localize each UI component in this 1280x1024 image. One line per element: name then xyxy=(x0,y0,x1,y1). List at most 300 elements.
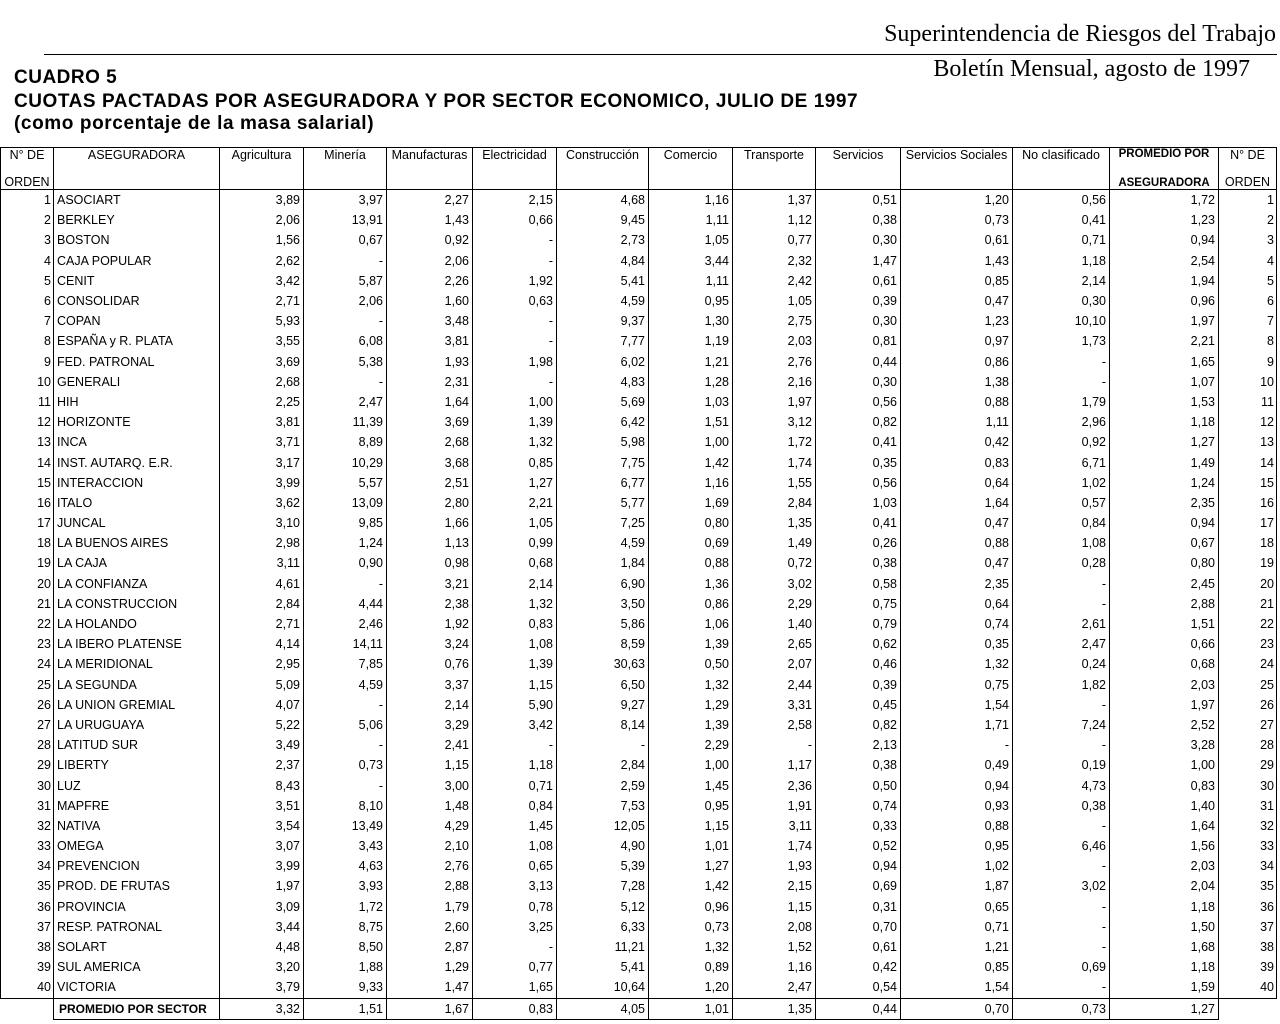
row-orden: 35 xyxy=(1,876,54,896)
row-value: 3,31 xyxy=(733,695,816,715)
row-value: 1,11 xyxy=(649,210,733,230)
row-promedio: 1,97 xyxy=(1110,311,1219,331)
row-value: 0,66 xyxy=(473,210,557,230)
row-value: 1,37 xyxy=(733,190,816,211)
row-value: 5,90 xyxy=(473,695,557,715)
row-promedio: 1,94 xyxy=(1110,271,1219,291)
row-value: - xyxy=(1013,977,1110,998)
row-value: 3,25 xyxy=(473,917,557,937)
row-orden: 3 xyxy=(1,230,54,250)
row-value: 2,47 xyxy=(304,392,387,412)
row-value: 0,69 xyxy=(816,876,901,896)
row-promedio: 1,23 xyxy=(1110,210,1219,230)
row-value: 1,42 xyxy=(649,876,733,896)
table-row xyxy=(1,372,1277,392)
row-aseguradora: ASOCIART xyxy=(54,190,220,211)
row-aseguradora: COPAN xyxy=(54,311,220,331)
row-value: 3,43 xyxy=(304,836,387,856)
row-value: 2,76 xyxy=(387,856,473,876)
row-value: 1,16 xyxy=(649,473,733,493)
row-value: 5,98 xyxy=(557,432,649,452)
header-orden-right-line2: ORDEN xyxy=(1219,168,1277,190)
sector-average-label: PROMEDIO POR SECTOR xyxy=(54,998,220,1019)
table-row xyxy=(1,836,1277,856)
row-orden-right: 28 xyxy=(1219,735,1277,755)
table-row xyxy=(1,311,1277,331)
table-row xyxy=(1,452,1277,472)
row-orden: 19 xyxy=(1,553,54,573)
row-value: 3,17 xyxy=(220,452,304,472)
row-value: 0,77 xyxy=(733,230,816,250)
row-value: 0,35 xyxy=(816,452,901,472)
row-value: 0,30 xyxy=(1013,291,1110,311)
table-row xyxy=(1,331,1277,351)
row-value: 3,44 xyxy=(649,251,733,271)
row-value: - xyxy=(733,735,816,755)
row-value: 0,77 xyxy=(473,957,557,977)
row-value: 9,45 xyxy=(557,210,649,230)
row-value: 3,09 xyxy=(220,897,304,917)
row-value: 5,39 xyxy=(557,856,649,876)
row-value: 2,80 xyxy=(387,493,473,513)
header-sector: Agricultura xyxy=(220,148,304,190)
row-value: 3,37 xyxy=(387,675,473,695)
row-value: 4,73 xyxy=(1013,775,1110,795)
row-value: 1,00 xyxy=(649,755,733,775)
row-value: 1,66 xyxy=(387,513,473,533)
row-value: 1,39 xyxy=(649,715,733,735)
row-value: 1,32 xyxy=(473,594,557,614)
row-value: 1,30 xyxy=(649,311,733,331)
row-value: 1,60 xyxy=(387,291,473,311)
row-promedio: 2,54 xyxy=(1110,251,1219,271)
row-value: 1,02 xyxy=(901,856,1013,876)
row-value: 2,13 xyxy=(816,735,901,755)
row-value: 1,79 xyxy=(387,897,473,917)
row-orden: 9 xyxy=(1,352,54,372)
row-orden-right: 22 xyxy=(1219,614,1277,634)
row-value: 3,44 xyxy=(220,917,304,937)
row-value: 1,27 xyxy=(649,856,733,876)
row-value: 0,85 xyxy=(901,957,1013,977)
row-value: 3,99 xyxy=(220,473,304,493)
header-sector: Transporte xyxy=(733,148,816,190)
row-value: 7,75 xyxy=(557,452,649,472)
row-value: 1,82 xyxy=(1013,675,1110,695)
header-promedio-line1: PROMEDIO POR xyxy=(1110,148,1219,169)
row-value: - xyxy=(1013,816,1110,836)
row-value: 0,85 xyxy=(901,271,1013,291)
row-value: 0,47 xyxy=(901,291,1013,311)
header-promedio-line2: ASEGURADORA xyxy=(1110,168,1219,190)
row-value: 0,74 xyxy=(816,796,901,816)
row-orden-right: 27 xyxy=(1219,715,1277,735)
row-value: 2,41 xyxy=(387,735,473,755)
row-value: 7,24 xyxy=(1013,715,1110,735)
row-value: 2,15 xyxy=(733,876,816,896)
row-orden: 27 xyxy=(1,715,54,735)
sector-average-value: 1,01 xyxy=(649,998,733,1019)
row-value: 5,77 xyxy=(557,493,649,513)
row-value: 0,88 xyxy=(901,533,1013,553)
row-value: 5,57 xyxy=(304,473,387,493)
row-value: 2,03 xyxy=(733,331,816,351)
row-value: 2,73 xyxy=(557,230,649,250)
row-orden: 38 xyxy=(1,937,54,957)
row-value: 0,78 xyxy=(473,897,557,917)
row-value: 2,08 xyxy=(733,917,816,937)
row-orden: 18 xyxy=(1,533,54,553)
row-value: 0,50 xyxy=(816,775,901,795)
row-value: 0,51 xyxy=(816,190,901,211)
row-value: 1,15 xyxy=(733,897,816,917)
table-row xyxy=(1,876,1277,896)
row-value: 2,26 xyxy=(387,271,473,291)
row-value: 5,12 xyxy=(557,897,649,917)
row-value: 2,96 xyxy=(1013,412,1110,432)
row-value: 1,88 xyxy=(304,957,387,977)
row-value: 0,56 xyxy=(816,473,901,493)
row-value: 1,20 xyxy=(901,190,1013,211)
row-value: 0,71 xyxy=(473,775,557,795)
row-value: 0,61 xyxy=(901,230,1013,250)
row-promedio: 1,51 xyxy=(1110,614,1219,634)
row-value: 1,39 xyxy=(649,634,733,654)
row-value: 30,63 xyxy=(557,654,649,674)
row-value: 0,33 xyxy=(816,816,901,836)
footer-blank xyxy=(1,998,54,1019)
row-value: 2,68 xyxy=(220,372,304,392)
row-value: - xyxy=(1013,372,1110,392)
row-value: 3,49 xyxy=(220,735,304,755)
row-value: 0,44 xyxy=(816,352,901,372)
row-value: 3,24 xyxy=(387,634,473,654)
row-value: 10,64 xyxy=(557,977,649,998)
row-aseguradora: MAPFRE xyxy=(54,796,220,816)
row-value: 1,49 xyxy=(733,533,816,553)
row-value: 13,91 xyxy=(304,210,387,230)
row-orden: 32 xyxy=(1,816,54,836)
row-value: 0,74 xyxy=(901,614,1013,634)
row-value: 0,95 xyxy=(649,796,733,816)
header-sector: Servicios xyxy=(816,148,901,190)
header-orden-line1: N° DE xyxy=(1,148,54,169)
row-value: 1,32 xyxy=(473,432,557,452)
row-promedio: 1,07 xyxy=(1110,372,1219,392)
row-value: - xyxy=(1013,695,1110,715)
row-aseguradora: INCA xyxy=(54,432,220,452)
row-value: 3,51 xyxy=(220,796,304,816)
sector-average-value: 0,83 xyxy=(473,998,557,1019)
row-aseguradora: LATITUD SUR xyxy=(54,735,220,755)
row-value: 2,65 xyxy=(733,634,816,654)
row-value: 0,39 xyxy=(816,675,901,695)
table-row xyxy=(1,271,1277,291)
row-value: 1,56 xyxy=(220,230,304,250)
row-orden-right: 4 xyxy=(1219,251,1277,271)
table-row xyxy=(1,675,1277,695)
row-value: 1,05 xyxy=(733,291,816,311)
row-value: 1,16 xyxy=(733,957,816,977)
row-value: 2,68 xyxy=(387,432,473,452)
row-value: 3,54 xyxy=(220,816,304,836)
row-orden: 17 xyxy=(1,513,54,533)
row-value: 8,43 xyxy=(220,775,304,795)
row-value: 0,84 xyxy=(1013,513,1110,533)
row-value: 8,50 xyxy=(304,937,387,957)
row-aseguradora: HORIZONTE xyxy=(54,412,220,432)
row-aseguradora: FED. PATRONAL xyxy=(54,352,220,372)
row-aseguradora: INST. AUTARQ. E.R. xyxy=(54,452,220,472)
row-promedio: 0,66 xyxy=(1110,634,1219,654)
row-value: 3,02 xyxy=(733,574,816,594)
row-orden: 14 xyxy=(1,452,54,472)
row-value: 0,61 xyxy=(816,937,901,957)
row-orden-right: 7 xyxy=(1219,311,1277,331)
row-value: 2,60 xyxy=(387,917,473,937)
row-value: 8,89 xyxy=(304,432,387,452)
table-row xyxy=(1,937,1277,957)
row-value: - xyxy=(304,735,387,755)
row-value: 5,69 xyxy=(557,392,649,412)
row-value: 2,71 xyxy=(220,614,304,634)
row-value: 0,38 xyxy=(816,553,901,573)
row-value: 1,73 xyxy=(1013,331,1110,351)
row-value: 0,63 xyxy=(473,291,557,311)
row-value: 5,93 xyxy=(220,311,304,331)
row-orden: 7 xyxy=(1,311,54,331)
row-value: 13,49 xyxy=(304,816,387,836)
row-promedio: 2,88 xyxy=(1110,594,1219,614)
row-value: 1,08 xyxy=(473,836,557,856)
sector-average-value: 1,35 xyxy=(733,998,816,1019)
row-value: 1,28 xyxy=(649,372,733,392)
row-value: 0,83 xyxy=(901,452,1013,472)
row-value: 2,14 xyxy=(473,574,557,594)
row-value: 11,21 xyxy=(557,937,649,957)
row-value: 3,13 xyxy=(473,876,557,896)
table-row xyxy=(1,755,1277,775)
table-row xyxy=(1,352,1277,372)
row-value: 1,13 xyxy=(387,533,473,553)
row-promedio: 2,03 xyxy=(1110,856,1219,876)
row-value: 3,69 xyxy=(220,352,304,372)
row-promedio: 1,56 xyxy=(1110,836,1219,856)
row-aseguradora: LA UNION GREMIAL xyxy=(54,695,220,715)
row-value: 0,92 xyxy=(1013,432,1110,452)
sector-average-value: 4,05 xyxy=(557,998,649,1019)
table-row xyxy=(1,432,1277,452)
row-value: 6,08 xyxy=(304,331,387,351)
row-orden-right: 35 xyxy=(1219,876,1277,896)
row-orden: 22 xyxy=(1,614,54,634)
row-value: 0,38 xyxy=(1013,796,1110,816)
row-value: 0,95 xyxy=(649,291,733,311)
row-value: 2,88 xyxy=(387,876,473,896)
row-promedio: 2,04 xyxy=(1110,876,1219,896)
row-value: 1,29 xyxy=(387,957,473,977)
row-value: 1,21 xyxy=(901,937,1013,957)
row-value: 1,92 xyxy=(387,614,473,634)
row-orden: 1 xyxy=(1,190,54,211)
row-promedio: 1,97 xyxy=(1110,695,1219,715)
row-aseguradora: LA IBERO PLATENSE xyxy=(54,634,220,654)
row-value: 2,95 xyxy=(220,654,304,674)
row-value: 9,85 xyxy=(304,513,387,533)
row-promedio: 1,49 xyxy=(1110,452,1219,472)
row-value: 8,10 xyxy=(304,796,387,816)
row-value: 1,74 xyxy=(733,836,816,856)
row-promedio: 1,59 xyxy=(1110,977,1219,998)
row-value: 1,42 xyxy=(649,452,733,472)
row-value: 0,88 xyxy=(901,392,1013,412)
row-value: 10,10 xyxy=(1013,311,1110,331)
row-value: 3,29 xyxy=(387,715,473,735)
row-orden: 31 xyxy=(1,796,54,816)
row-value: - xyxy=(1013,856,1110,876)
table-row xyxy=(1,251,1277,271)
row-orden: 10 xyxy=(1,372,54,392)
row-value: 5,41 xyxy=(557,957,649,977)
row-promedio: 1,24 xyxy=(1110,473,1219,493)
row-value: 2,31 xyxy=(387,372,473,392)
row-value: 0,62 xyxy=(816,634,901,654)
row-value: 2,98 xyxy=(220,533,304,553)
row-value: 0,93 xyxy=(901,796,1013,816)
row-value: 0,99 xyxy=(473,533,557,553)
row-promedio: 0,96 xyxy=(1110,291,1219,311)
table-row xyxy=(1,796,1277,816)
table-row xyxy=(1,654,1277,674)
row-promedio: 1,40 xyxy=(1110,796,1219,816)
row-value: 0,31 xyxy=(816,897,901,917)
row-value: 6,02 xyxy=(557,352,649,372)
row-value: 1,02 xyxy=(1013,473,1110,493)
row-orden-right: 32 xyxy=(1219,816,1277,836)
row-value: 0,92 xyxy=(387,230,473,250)
row-orden: 25 xyxy=(1,675,54,695)
row-value: 1,24 xyxy=(304,533,387,553)
row-value: 2,46 xyxy=(304,614,387,634)
row-value: 0,71 xyxy=(901,917,1013,937)
table-row xyxy=(1,634,1277,654)
row-value: - xyxy=(304,695,387,715)
row-orden: 13 xyxy=(1,432,54,452)
row-orden-right: 15 xyxy=(1219,473,1277,493)
row-value: 1,54 xyxy=(901,977,1013,998)
row-value: 4,14 xyxy=(220,634,304,654)
bulletin-name: Boletín Mensual, agosto de 1997 xyxy=(933,56,1250,82)
row-value: 1,15 xyxy=(649,816,733,836)
row-value: 1,93 xyxy=(387,352,473,372)
row-value: 1,08 xyxy=(473,634,557,654)
row-value: 0,68 xyxy=(473,553,557,573)
row-value: 0,69 xyxy=(649,533,733,553)
table-row xyxy=(1,190,1277,211)
row-value: 3,71 xyxy=(220,432,304,452)
row-value: 5,86 xyxy=(557,614,649,634)
row-promedio: 0,67 xyxy=(1110,533,1219,553)
row-aseguradora: LA HOLANDO xyxy=(54,614,220,634)
row-orden: 28 xyxy=(1,735,54,755)
row-aseguradora: LUZ xyxy=(54,775,220,795)
row-value: 1,19 xyxy=(649,331,733,351)
row-value: 3,68 xyxy=(387,452,473,472)
row-value: 0,75 xyxy=(816,594,901,614)
row-orden-right: 24 xyxy=(1219,654,1277,674)
row-aseguradora: GENERALI xyxy=(54,372,220,392)
row-value: - xyxy=(901,735,1013,755)
row-value: - xyxy=(557,735,649,755)
row-value: 1,72 xyxy=(733,432,816,452)
row-value: 3,42 xyxy=(473,715,557,735)
row-value: 2,14 xyxy=(387,695,473,715)
table-number: CUADRO 5 xyxy=(14,67,118,88)
row-value: 1,17 xyxy=(733,755,816,775)
row-value: 2,47 xyxy=(733,977,816,998)
table-row xyxy=(1,856,1277,876)
row-value: 3,50 xyxy=(557,594,649,614)
row-orden: 37 xyxy=(1,917,54,937)
table-subtitle: (como porcentaje de la masa salarial) xyxy=(14,113,375,134)
table-row xyxy=(1,493,1277,513)
row-value: 4,07 xyxy=(220,695,304,715)
row-value: - xyxy=(304,372,387,392)
row-value: 6,90 xyxy=(557,574,649,594)
header-sector: Servicios Sociales xyxy=(901,148,1013,190)
row-value: 2,06 xyxy=(304,291,387,311)
row-orden: 2 xyxy=(1,210,54,230)
row-value: - xyxy=(473,735,557,755)
row-value: 9,33 xyxy=(304,977,387,998)
row-value: 1,52 xyxy=(733,937,816,957)
row-value: 1,01 xyxy=(649,836,733,856)
row-value: 5,06 xyxy=(304,715,387,735)
row-value: 1,23 xyxy=(901,311,1013,331)
row-value: - xyxy=(1013,594,1110,614)
row-value: 3,07 xyxy=(220,836,304,856)
row-value: 4,59 xyxy=(557,533,649,553)
header-sector: Construcción xyxy=(557,148,649,190)
row-value: 3,62 xyxy=(220,493,304,513)
row-value: 7,28 xyxy=(557,876,649,896)
row-orden-right: 38 xyxy=(1219,937,1277,957)
row-value: 3,42 xyxy=(220,271,304,291)
row-value: 2,07 xyxy=(733,654,816,674)
row-value: 0,28 xyxy=(1013,553,1110,573)
row-value: 1,47 xyxy=(387,977,473,998)
table-row xyxy=(1,291,1277,311)
row-orden: 4 xyxy=(1,251,54,271)
row-value: 1,43 xyxy=(387,210,473,230)
row-promedio: 1,18 xyxy=(1110,412,1219,432)
row-aseguradora: CONSOLIDAR xyxy=(54,291,220,311)
row-value: 0,88 xyxy=(901,816,1013,836)
row-aseguradora: PROD. DE FRUTAS xyxy=(54,876,220,896)
row-orden-right: 25 xyxy=(1219,675,1277,695)
row-orden: 20 xyxy=(1,574,54,594)
row-promedio: 2,21 xyxy=(1110,331,1219,351)
row-promedio: 1,72 xyxy=(1110,190,1219,211)
row-value: 0,71 xyxy=(1013,230,1110,250)
row-orden-right: 26 xyxy=(1219,695,1277,715)
row-value: 0,50 xyxy=(649,654,733,674)
row-value: 0,83 xyxy=(473,614,557,634)
row-value: 1,45 xyxy=(649,775,733,795)
row-value: 3,69 xyxy=(387,412,473,432)
row-aseguradora: PROVINCIA xyxy=(54,897,220,917)
row-value: 0,19 xyxy=(1013,755,1110,775)
